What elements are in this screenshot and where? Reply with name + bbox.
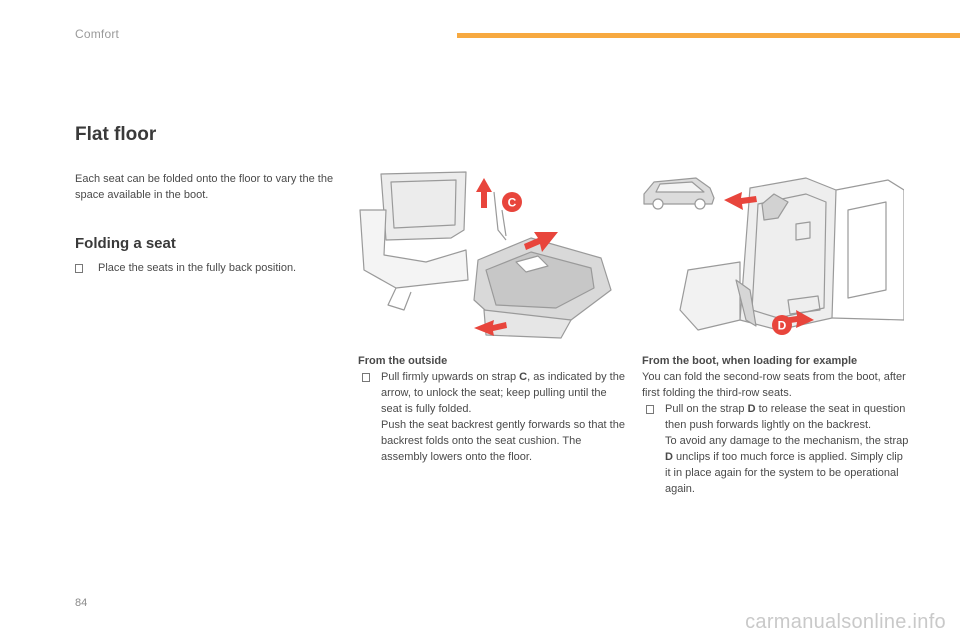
boot-bullet: [642, 401, 910, 497]
checkbox-icon: [646, 405, 654, 414]
header-accent-bar: [457, 33, 960, 38]
arrow-up-icon: [476, 178, 492, 208]
figure-outside-fold: [356, 170, 624, 345]
folding-heading: Folding a seat: [75, 235, 176, 252]
folding-bullet: [75, 260, 345, 276]
figure-boot-fold: [638, 170, 904, 345]
outside-instructions: [358, 353, 626, 465]
checkbox-icon: [362, 373, 370, 382]
outside-push-text: Push the seat backrest gently forwards so that the backrest folds onto the seat cushion. The assembly lowers onto the floor.: [381, 419, 625, 463]
outside-heading: From the outside: [358, 355, 448, 367]
watermark: carmanualsonline.info: [745, 611, 946, 633]
outside-pull-text: Pull firmly upwards on strap C, as indicated by the arrow, to unlock the seat; keep pulling until the seat is fully folded.: [381, 371, 625, 415]
boot-avoid-text: To avoid any damage to the mechanism, the strap D unclips if too much force is applied. Simply clip it in place again for the system to be operational again.: [665, 435, 909, 495]
checkbox-icon: [75, 264, 83, 273]
section-label: Comfort: [75, 27, 120, 41]
page-number: 84: [75, 597, 88, 609]
boot-intro: You can fold the second-row seats from the boot, after first folding the third-row seats.: [642, 371, 906, 399]
boot-pull-text: Pull on the strap D to release the seat in question then push forwards lightly on the backrest.: [665, 403, 906, 431]
strap-d-label: D: [777, 318, 787, 333]
outside-bullet: [358, 369, 626, 465]
intro-paragraph: Each seat can be folded onto the floor to vary the the space available in the boot.: [75, 173, 334, 201]
folding-bullet-text: Place the seats in the fully back position.: [98, 262, 297, 274]
page-title: Flat floor: [75, 124, 157, 145]
boot-heading: From the boot, when loading for example: [642, 355, 858, 367]
boot-instructions: [642, 353, 910, 497]
strap-c-label: C: [507, 195, 517, 210]
